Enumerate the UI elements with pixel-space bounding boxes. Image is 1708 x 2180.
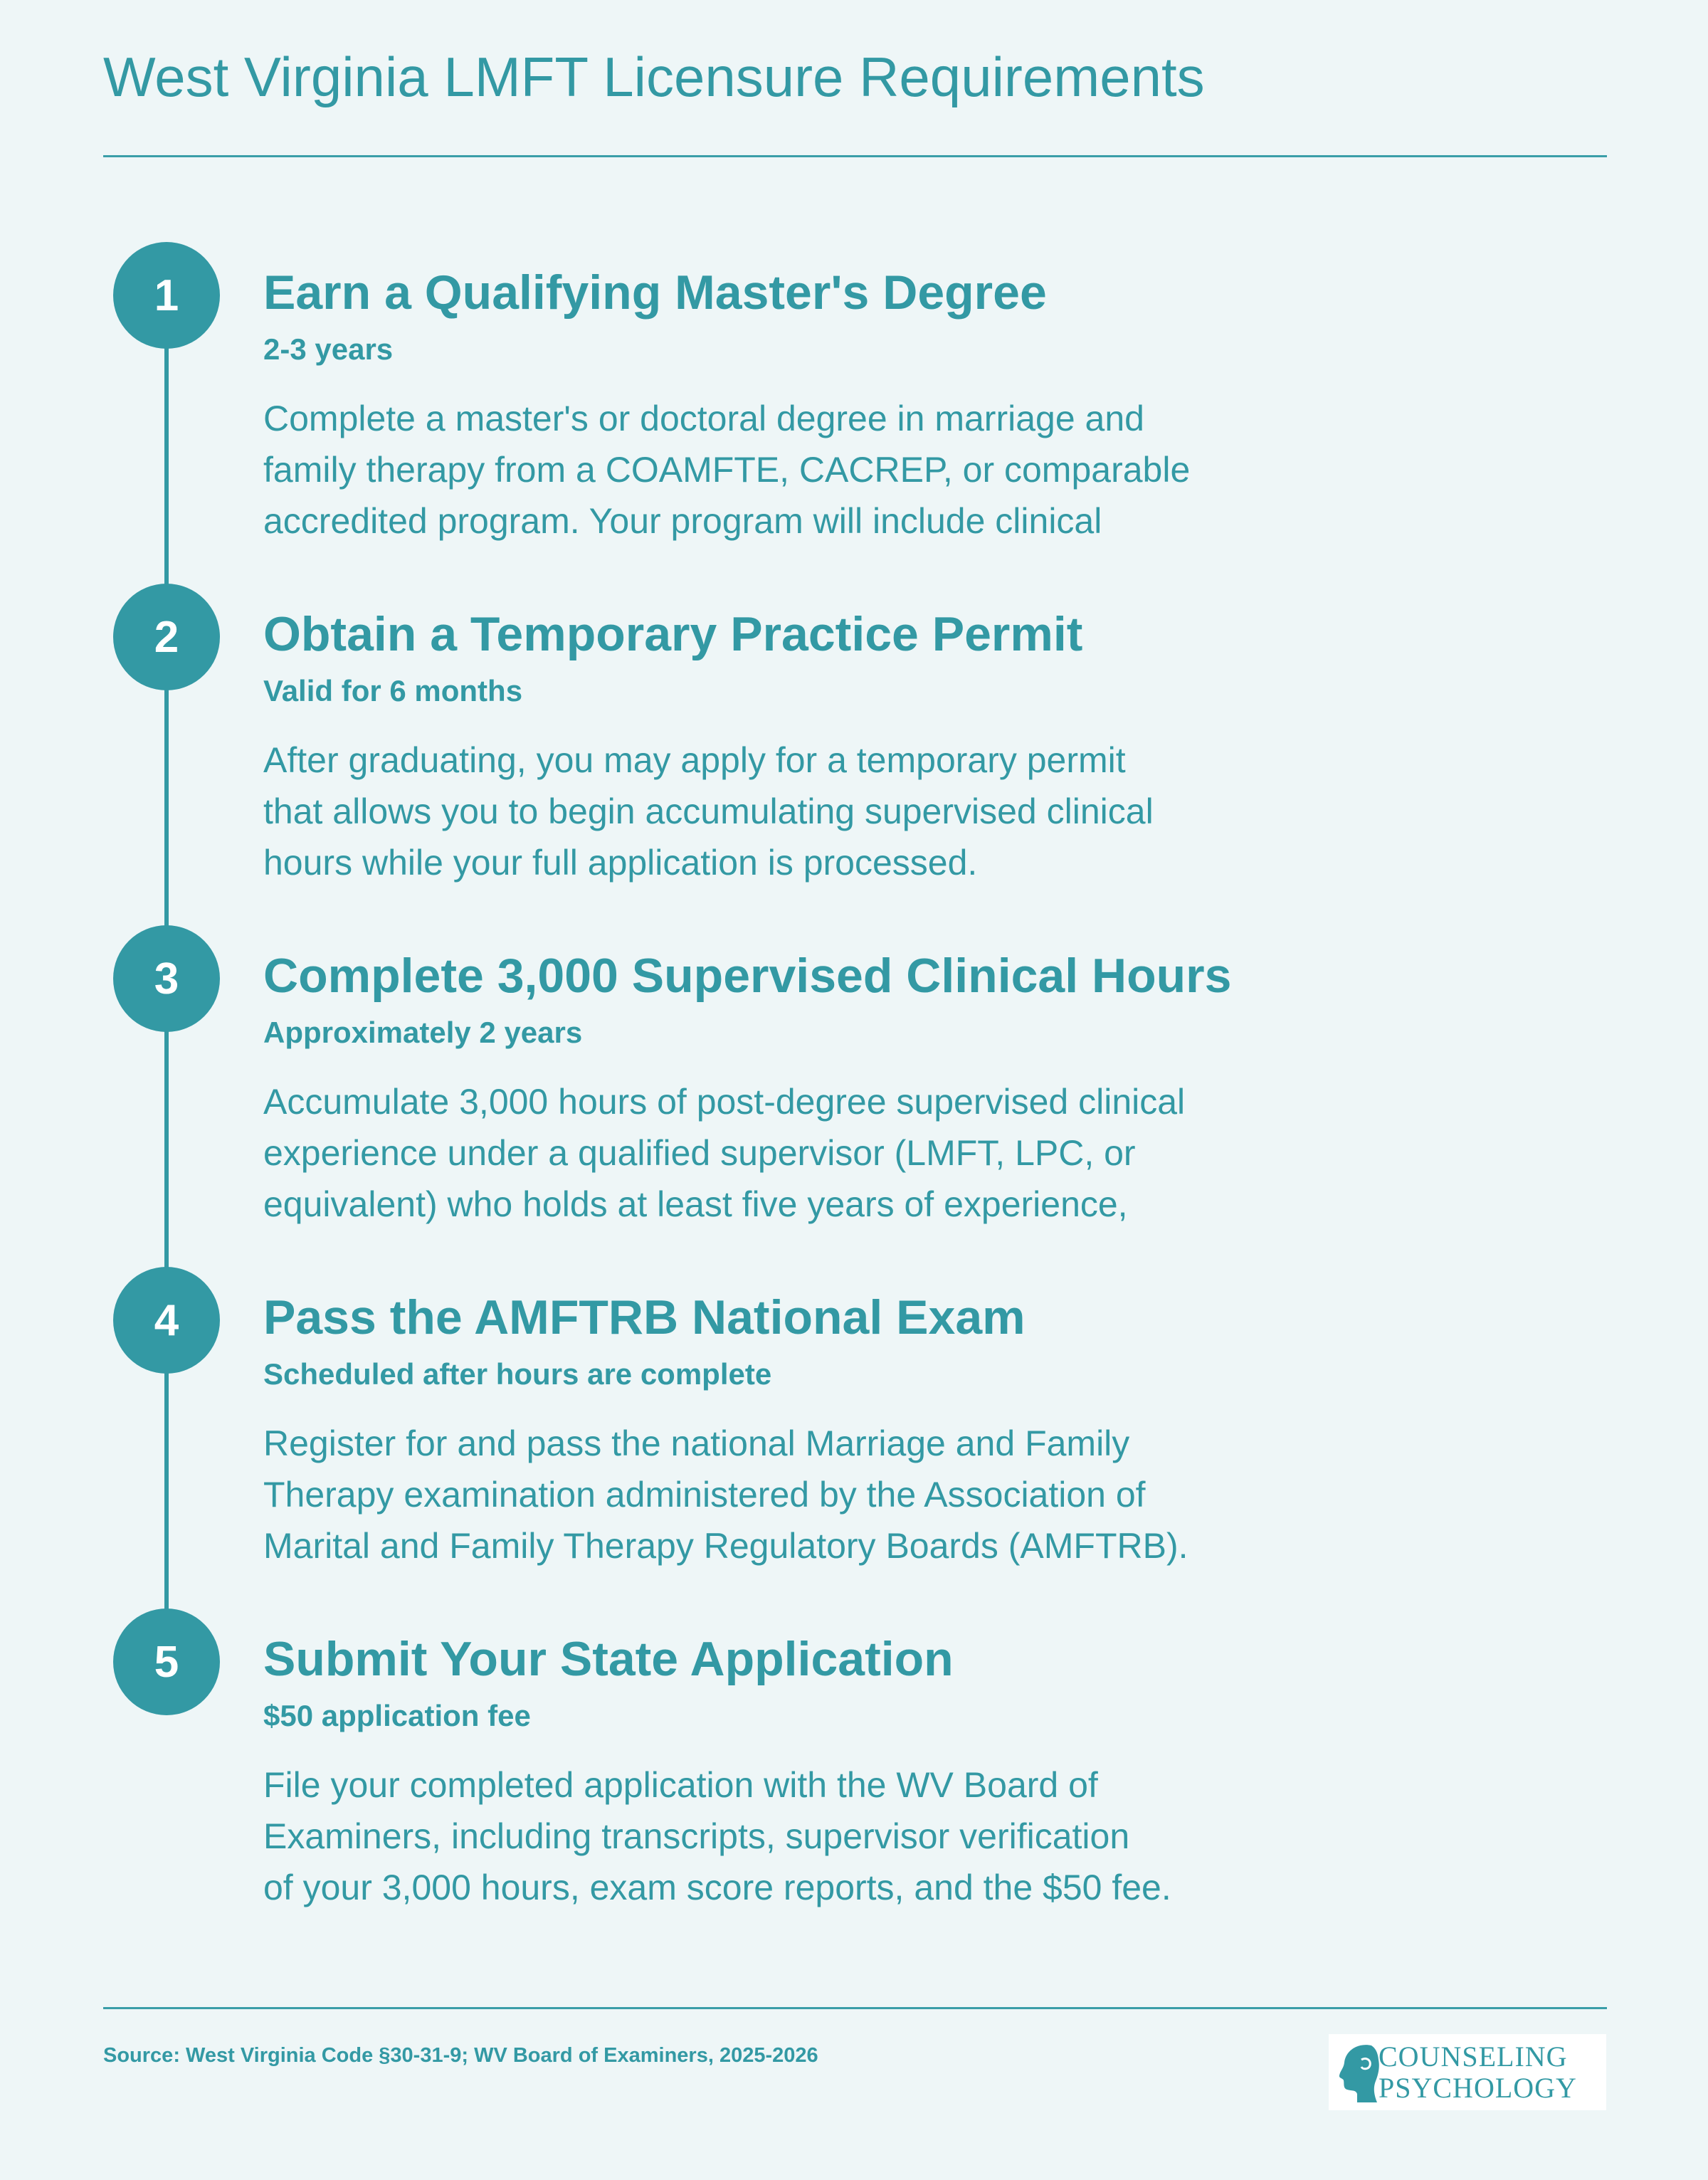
step-description-line: Complete a master's or doctoral degree in marriage and xyxy=(263,399,1144,438)
step-number-circle: 1 xyxy=(113,242,220,349)
step-number-circle: 3 xyxy=(113,925,220,1032)
step-description-line: Accumulate 3,000 hours of post-degree supervised clinical xyxy=(263,1082,1186,1122)
logo-line-2: PSYCHOLOGY xyxy=(1378,2072,1577,2104)
step-description-line: hours while your full application is processed. xyxy=(263,843,978,883)
step-description-line: Register for and pass the national Marriage and Family xyxy=(263,1423,1130,1463)
step-description-line: Therapy examination administered by the Association of xyxy=(263,1475,1146,1515)
step-description-line: After graduating, you may apply for a temporary permit xyxy=(263,740,1126,780)
step-subtitle: Valid for 6 months xyxy=(263,674,523,707)
step-description xyxy=(263,734,1374,888)
step-subtitle: 2-3 years xyxy=(263,332,394,366)
step-description-line: experience under a qualified supervisor (LMFT, LPC, or xyxy=(263,1133,1136,1173)
step-description xyxy=(263,1759,1374,1913)
step-description xyxy=(263,393,1374,547)
step-description-line: accredited program. Your program will include clinical xyxy=(263,501,1102,541)
step-title: Obtain a Temporary Practice Permit xyxy=(263,607,1083,661)
header-divider xyxy=(103,155,1607,157)
source-citation: Source: West Virginia Code §30-31-9; WV Board of Examiners, 2025-2026 xyxy=(103,2044,818,2067)
step-number-circle: 5 xyxy=(113,1608,220,1715)
step-subtitle: Approximately 2 years xyxy=(263,1016,583,1049)
step-title: Submit Your State Application xyxy=(263,1632,954,1686)
head-profile-icon xyxy=(1337,2041,1380,2104)
step-description-line: Marital and Family Therapy Regulatory Boards (AMFTRB). xyxy=(263,1526,1188,1566)
step-title: Complete 3,000 Supervised Clinical Hours xyxy=(263,949,1232,1003)
step-description-line: family therapy from a COAMFTE, CACREP, or comparable xyxy=(263,450,1191,490)
step-title: Pass the AMFTRB National Exam xyxy=(263,1290,1026,1344)
step-number-circle: 4 xyxy=(113,1267,220,1374)
step-subtitle: $50 application fee xyxy=(263,1699,531,1732)
step-description-line: that allows you to begin accumulating supervised clinical xyxy=(263,791,1154,831)
page-title: West Virginia LMFT Licensure Requirements xyxy=(103,46,1205,108)
step-subtitle: Scheduled after hours are complete xyxy=(263,1357,772,1391)
counseling-psychology-logo[interactable] xyxy=(1329,2034,1606,2110)
step-description-line: of your 3,000 hours, exam score reports, and the $50 fee. xyxy=(263,1868,1171,1907)
step-description xyxy=(263,1418,1374,1571)
step-number-circle: 2 xyxy=(113,584,220,690)
step-description xyxy=(263,1076,1374,1230)
step-description-line: File your completed application with the WV Board of xyxy=(263,1765,1098,1805)
step-description-line: equivalent) who holds at least five years of experience, xyxy=(263,1184,1128,1224)
logo-line-1: COUNSELING xyxy=(1378,2041,1568,2073)
step-title: Earn a Qualifying Master's Degree xyxy=(263,265,1047,320)
step-description-line: Examiners, including transcripts, supervisor verification xyxy=(263,1816,1130,1856)
footer-divider xyxy=(103,2007,1607,2009)
